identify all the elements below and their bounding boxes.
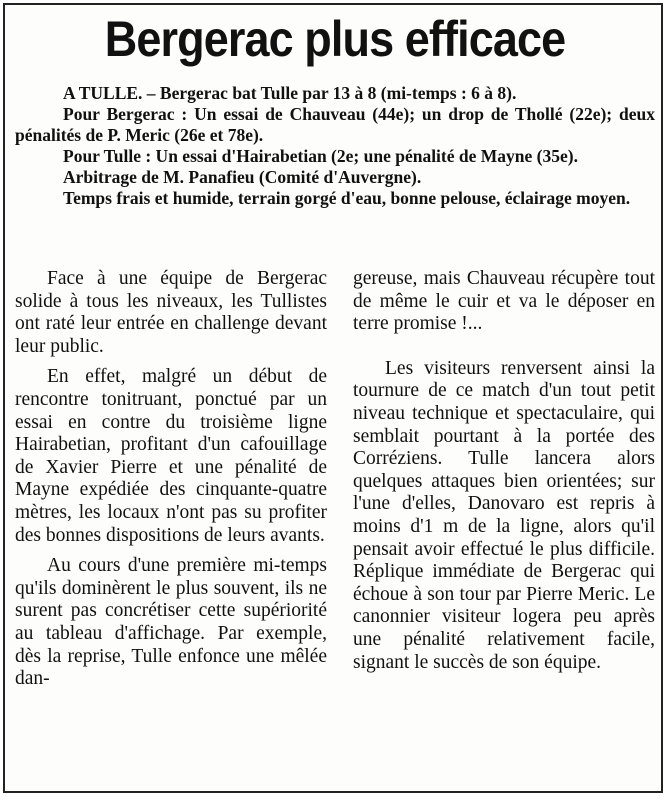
paragraph: En effet, malgré un début de rencontre tonitruant, ponctué par un essai en contre du troisième ligne Hairabetian, profitant d'un cafouillage de Xavier Pierre et une pénalité de Mayne expédiée des cinquante-quatre mètres, les locaux n'ont pas su profiter des bonnes dispositions de leurs avants.: [15, 366, 327, 546]
conditions: Temps frais et humide, terrain gorgé d'eau, bonne pelouse, éclairage moyen.: [63, 188, 631, 208]
headline: Bergerac plus efficace: [104, 11, 566, 67]
paragraph: Face à une équipe de Bergerac solide à tous les niveaux, les Tullistes ont raté leur entrée en challenge devant leur public.: [15, 268, 327, 357]
bergerac-scorers: Pour Bergerac : Un essai de Chauveau (44e); un drop de Thollé (22e); deux pénalités de P. Meric (26e et 78e).: [15, 104, 655, 145]
left-column: [15, 268, 327, 691]
right-column: [353, 268, 655, 674]
match-summary: [15, 83, 655, 209]
paragraph: gereuse, mais Chauveau récupère tout de même le cuir et va le déposer en terre promise !...: [353, 268, 655, 335]
paragraph: Au cours d'une première mi-temps qu'ils dominèrent le plus souvent, ils ne surent pas concrétiser cette supériorité au tableau d'affichage. Par exemple, dès la reprise, Tulle enfonce une mêlée dan-: [15, 555, 327, 690]
article-frame: [3, 3, 663, 793]
paragraph: Les visiteurs renversent ainsi la tournure de ce match d'un tout petit niveau technique et spectaculaire, qui semblait pourtant à la portée des Corréziens. Tulle lancera alors quelques attaques bien orientées; sur l'une d'elles, Danovaro est repris à moins d'1 m de la ligne, alors qu'il pensait avoir effectué le plus difficile. Réplique immédiate de Bergerac qui échoue à son tour par Pierre Meric. Le canonnier visiteur logera peu après une pénalité relativement facile, signant le succès de son équipe.: [353, 357, 655, 673]
referee: Arbitrage de M. Panafieu (Comité d'Auvergne).: [63, 167, 422, 187]
article-body: [15, 268, 661, 790]
tulle-scorers: Pour Tulle : Un essai d'Hairabetian (2e; une pénalité de Mayne (35e).: [63, 146, 578, 166]
match-result: A TULLE. – Bergerac bat Tulle par 13 à 8 (mi-temps : 6 à 8).: [63, 83, 517, 103]
